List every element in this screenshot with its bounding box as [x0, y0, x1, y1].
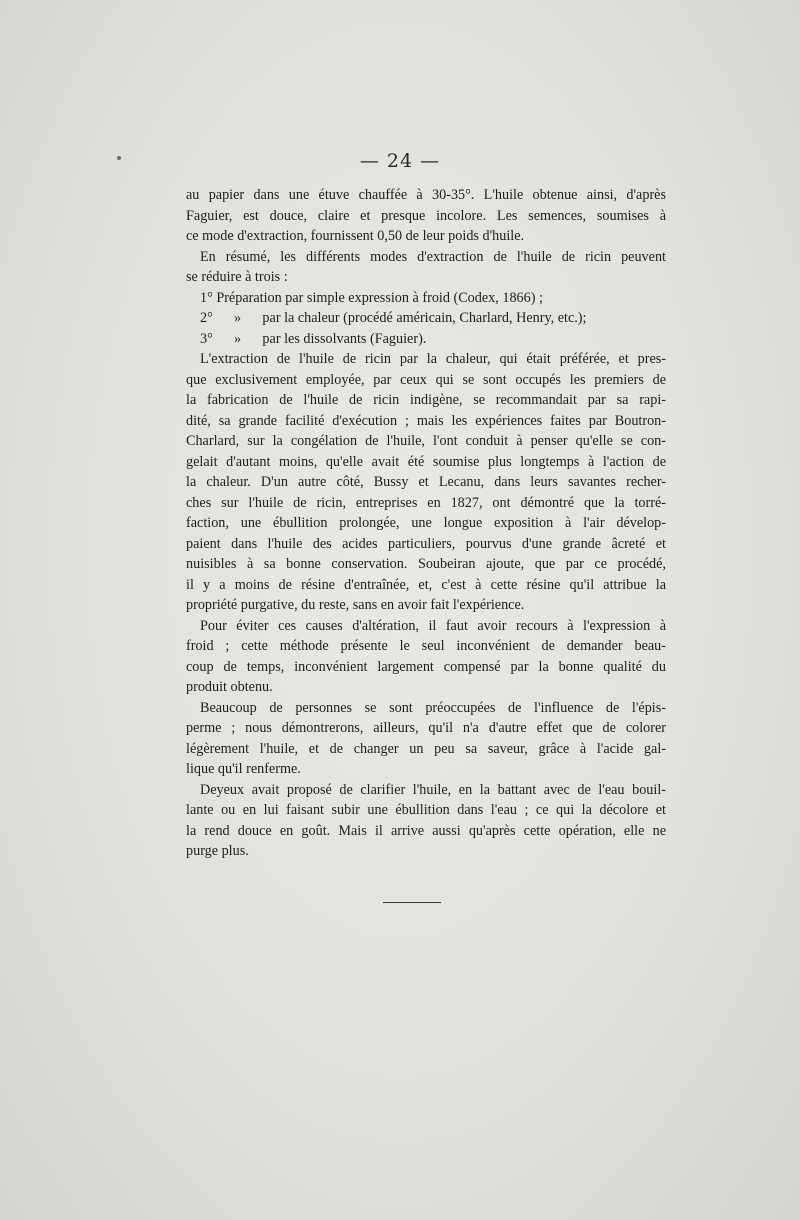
text-line: la rend douce en goût. Mais il arrive aussi qu'après cette opération, elle ne	[186, 822, 666, 839]
text-line: lante ou en lui faisant subir une ébullition dans l'eau ; ce qui la décolore et	[186, 802, 666, 818]
text-line: nuisibles à sa bonne conservation. Soubeiran ajoute, que par ce procédé,	[186, 556, 666, 572]
text-line: purge plus.	[186, 843, 249, 859]
text-line: froid ; cette méthode présente le seul inconvénient de demander beau-	[186, 638, 666, 654]
page-number: — 24 —	[359, 150, 441, 172]
text-line: Faguier, est douce, claire et presque incolore. Les semences, soumises à	[186, 207, 666, 224]
text-line: ches sur l'huile de ricin, entreprises en 1827, ont démontré que la torré-	[186, 494, 666, 511]
text-line: gelait d'autant moins, qu'elle avait été soumise plus longtemps à l'action de	[186, 453, 666, 470]
text-line: Charlard, sur la congélation de l'huile, l'ont conduit à penser qu'elle se con-	[186, 433, 666, 449]
text-line: paient dans l'huile des acides particuliers, pourvus d'une grande âcreté et	[186, 535, 666, 552]
text-line: Beaucoup de personnes se sont préoccupées de l'influence de l'épis-	[200, 699, 666, 716]
text-line: produit obtenu.	[186, 679, 273, 695]
text-line: se réduire à trois :	[186, 269, 288, 285]
text-line: Pour éviter ces causes d'altération, il faut avoir recours à l'expression à	[200, 617, 666, 634]
list-item: 1° Préparation par simple expression à froid (Codex, 1866) ;	[200, 289, 543, 306]
text-line: légèrement l'huile, et de changer un peu sa saveur, grâce à l'acide gal-	[186, 740, 666, 757]
text-line: la chaleur. D'un autre côté, Bussy et Lecanu, dans leurs savantes recher-	[186, 474, 666, 490]
text-line: la fabrication de l'huile de ricin indigène, se recommandait par sa rapi-	[186, 392, 666, 408]
text-line: ce mode d'extraction, fournissent 0,50 de leur poids d'huile.	[186, 228, 525, 244]
text-line: dité, sa grande facilité d'exécution ; mais les expériences faites par Boutron-	[186, 412, 666, 429]
text-line: que exclusivement employée, par ceux qui se sont occupés les premiers de	[186, 371, 666, 388]
text-line: propriété purgative, du reste, sans en avoir fait l'expérience.	[186, 597, 525, 613]
text-line: Deyeux avait proposé de clarifier l'huile, en la battant avec de l'eau bouil-	[200, 781, 666, 798]
text-line: lique qu'il renferme.	[186, 761, 301, 777]
end-rule	[383, 902, 441, 903]
text-line: perme ; nous démontrerons, ailleurs, qu'il n'a d'autre effet que de colorer	[186, 720, 666, 736]
text-line: coup de temps, inconvénient largement compensé par la bonne qualité du	[186, 658, 666, 675]
list-item: 3° » par les dissolvants (Faguier).	[200, 330, 427, 347]
text-line: faction, une ébullition prolongée, une longue exposition à l'air dévelop-	[186, 515, 666, 531]
list-item: 2° » par la chaleur (procédé américain, Charlard, Henry, etc.);	[200, 310, 587, 326]
body-text	[186, 185, 666, 862]
text-line: L'extraction de l'huile de ricin par la chaleur, qui était préférée, et pres-	[200, 351, 666, 367]
text-line: il y a moins de résine d'entraînée, et, c'est à cette résine qu'il attribue la	[186, 576, 666, 593]
text-line: En résumé, les différents modes d'extraction de l'huile de ricin peuvent	[200, 248, 666, 265]
text-line: au papier dans une étuve chauffée à 30-35°. L'huile obtenue ainsi, d'après	[186, 187, 666, 203]
